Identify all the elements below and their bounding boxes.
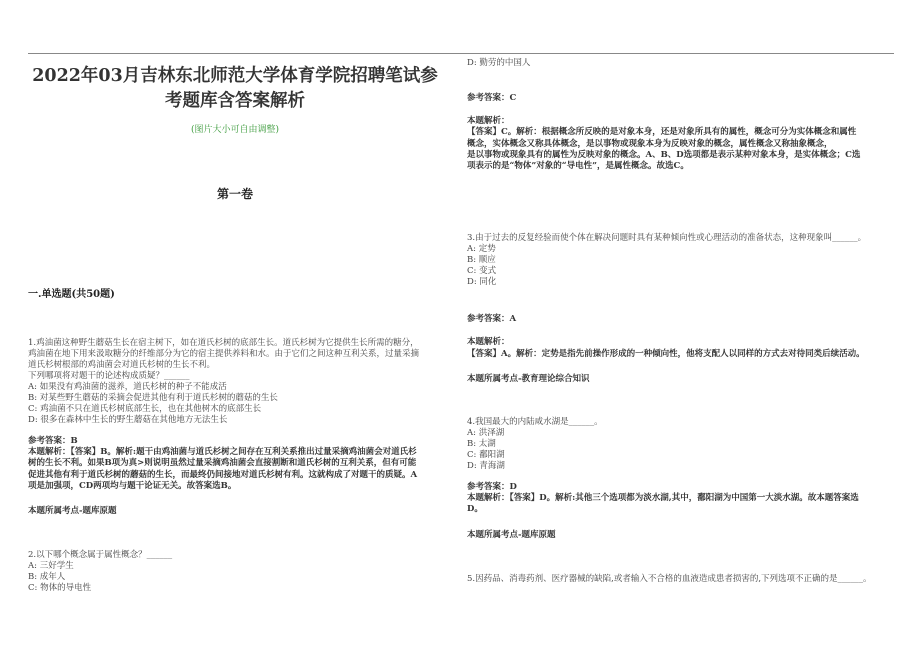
option: B: 顺应 <box>467 255 496 266</box>
question-3-stem: 3.由于过去的反复经验而使个体在解决问题时具有某种倾向性或心理活动的准备状态，这种现象叫______。 <box>467 233 867 244</box>
question-2-explanation: 本题解析： 【答案】C。解析：根据概念所反映的是对象本身，还是对象所具有的属性，概念可分为实体概念和属性 概念，实体概念又称具体概念，是以事物或现象本身为反映对象的概念，属性概念又称抽象概念， 是以事物或现象具有的属性为反映对象的概念。A、B、D选项都是表示某种对象本身，是实体概念；C选 项表示的是“物体”对象的“导电性”，是属性概念。故选C。 <box>467 116 861 172</box>
option: B: 成年人 <box>28 572 66 583</box>
top-rule <box>28 53 894 54</box>
option: C: 物体的导电性 <box>28 583 92 594</box>
question-2-option-d <box>467 58 894 69</box>
option: B: 对某些野生蘑菇的采摘会促进其他有利于道氏杉树的蘑菇的生长 <box>28 393 278 403</box>
question-1-knowledge-point: 本题所属考点-题库原题 <box>28 506 117 517</box>
page-title: 2022年03月吉林东北师范大学体育学院招聘笔试参 考题库含答案解析 <box>32 66 438 111</box>
page-subtitle: (图片大小可自由调整) <box>190 125 280 135</box>
option: C: 变式 <box>467 266 497 277</box>
option: D: 勤劳的中国人 <box>467 58 531 68</box>
question-1-answer: 参考答案：B <box>28 436 78 446</box>
option: A: 洪泽湖 <box>467 428 505 439</box>
question-5-stem: 5.因药品、消毒药剂、医疗器械的缺陷,或者输入不合格的血液造成患者损害的,下列选项不正确的是______。 <box>467 573 872 584</box>
question-3-explanation: 本题解析： 【答案】A。解析：定势是指先前操作形成的一种倾向性，他将支配人以同样的方式去对待同类后续活动。 <box>467 337 865 359</box>
question-4-stem: 4.我国最大的内陆咸水湖是______。 <box>467 417 603 428</box>
question-4-explanation: 本题解析：【答案】D。解析:其他三个选项都为淡水湖,其中，鄱阳湖为中国第一大淡水湖。故本题答案选 D。 <box>467 493 859 515</box>
question-3-options <box>467 244 894 288</box>
left-column <box>28 58 442 594</box>
option: A: 三好学生 <box>28 561 74 572</box>
question-4-options <box>467 428 894 472</box>
question-4-knowledge-point: 本题所属考点-题库原题 <box>467 529 556 540</box>
option: A: 如果没有鸡油菌的滋养，道氏杉树的种子不能成活 <box>28 382 227 392</box>
option: A: 定势 <box>467 244 496 255</box>
question-1-explanation: 本题解析：【答案】B。解析:题干由鸡油菌与道氏杉树之间存在互利关系推出过量采摘鸡油菌会对道氏杉 树的生长不利。如果B项为真>则说明虽然过量采摘鸡油菌会直接割断和道氏杉树的互利关系，但有可能 促进其他有利于道氏杉树的蘑菇的生长，而最终仍间接地对道氏杉树有利。这就构成了对题干的质疑。A 项是加强项，CD两项均与题干论证无关。故答案选B。 <box>28 447 418 491</box>
question-2-options <box>28 561 442 594</box>
option: D: 同化 <box>467 277 497 288</box>
option: C: 鄱阳湖 <box>467 450 505 461</box>
question-3-knowledge-point: 本题所属考点-教育理论综合知识 <box>467 374 590 385</box>
question-3-answer: 参考答案：A <box>467 314 517 325</box>
question-4-answer: 参考答案：D <box>467 482 517 493</box>
volume-heading: 第一卷 <box>216 187 253 201</box>
question-2-stem: 2.以下哪个概念属于属性概念？______ <box>28 550 173 561</box>
option: B: 太湖 <box>467 439 496 450</box>
section-heading: 一.单选题(共50题) <box>28 289 115 300</box>
question-1-stem: 1.鸡油菌这种野生蘑菇生长在宿主树下，如在道氏杉树的底部生长。道氏杉树为它提供生长所需的糖分， 鸡油菌在地下用来汲取糖分的纤维部分为它的宿主提供养料和水。由于它们之间这种互利关系，过量采摘 道氏杉树根部的鸡油菌会对道氏杉树的生长不利。 下列哪项将对题干的论述构成质疑？______ <box>28 338 420 381</box>
question-2-answer: 参考答案：C <box>467 93 517 103</box>
right-column <box>467 58 894 585</box>
option: D: 青海湖 <box>467 461 505 472</box>
option: D: 很多在森林中生长的野生蘑菇在其他地方无法生长 <box>28 415 228 425</box>
option: C: 鸡油菌不只在道氏杉树底部生长，也在其他树木的底部生长 <box>28 404 262 414</box>
question-1-options <box>28 382 442 426</box>
